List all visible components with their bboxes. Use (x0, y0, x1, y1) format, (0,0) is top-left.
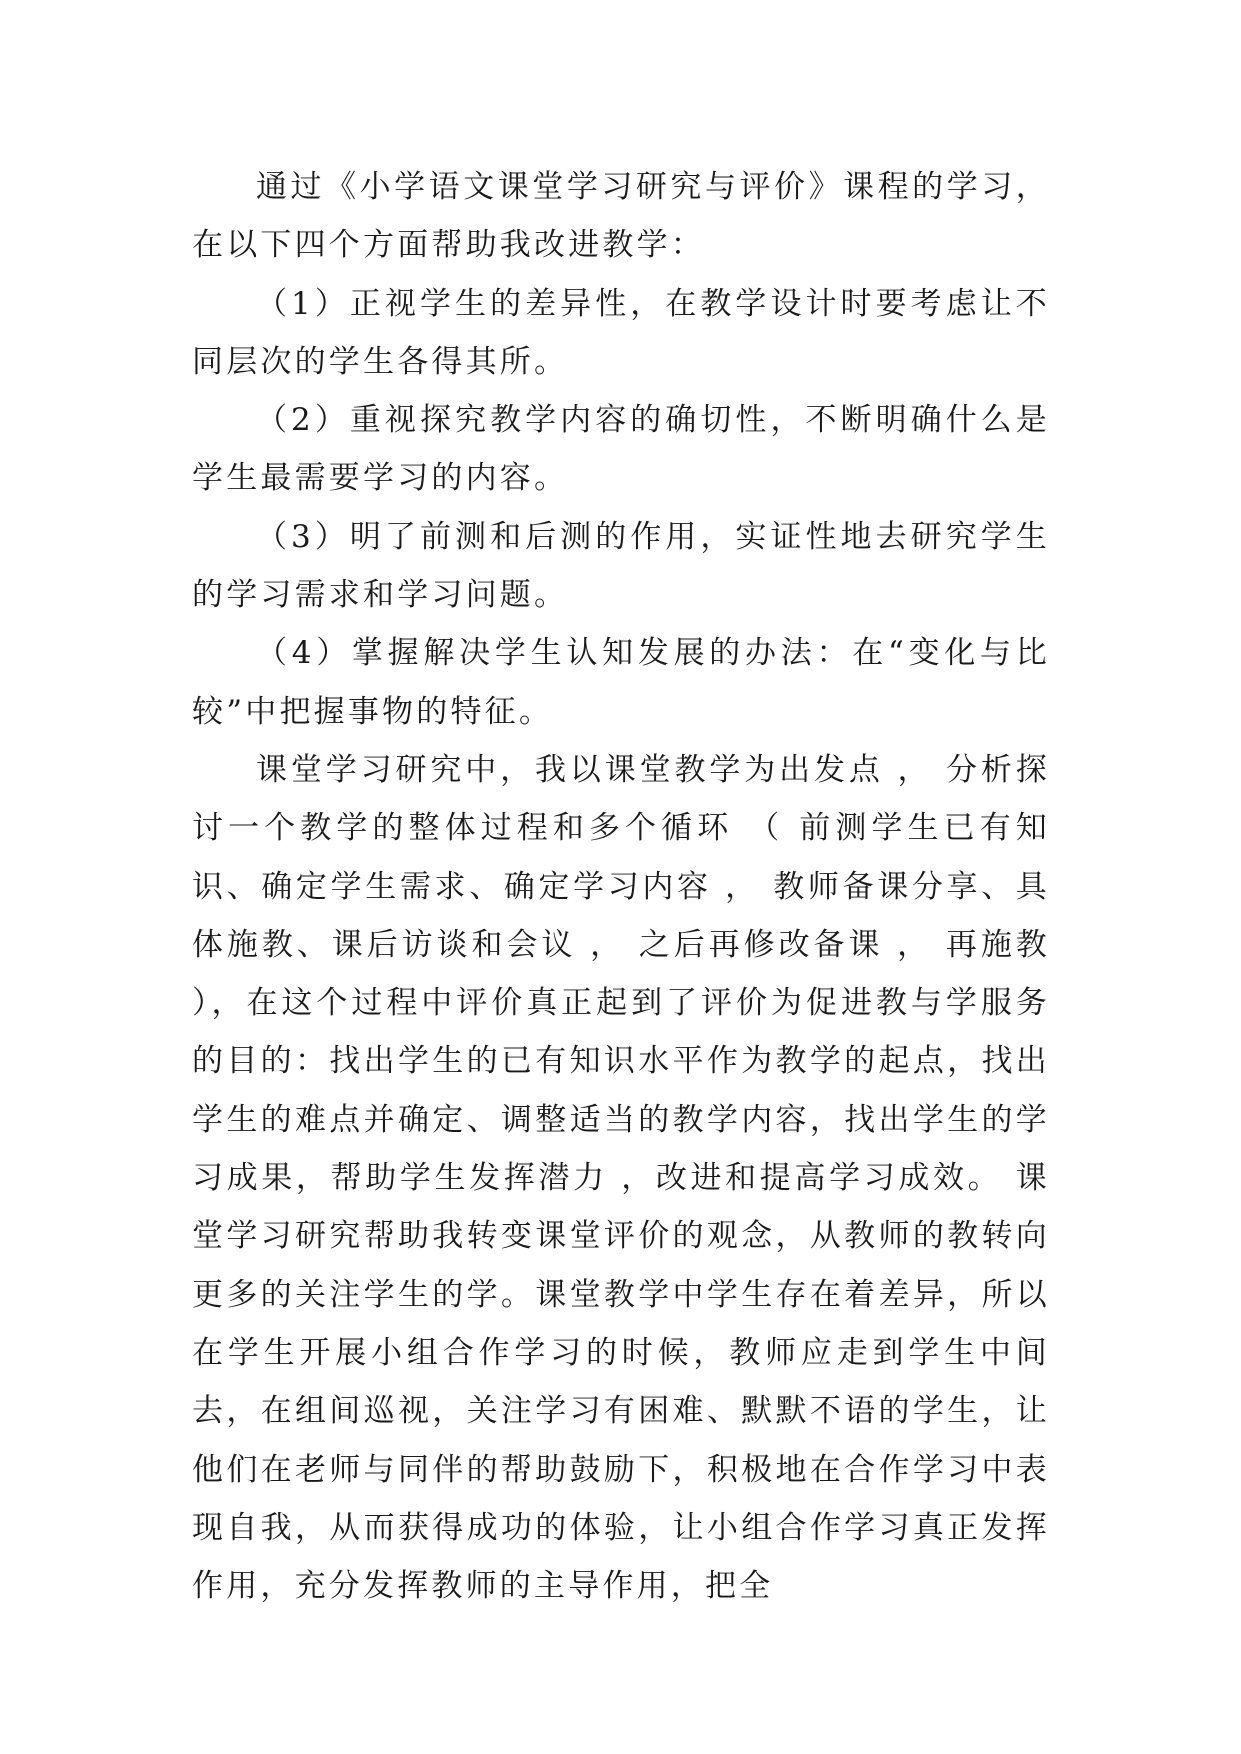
paragraph-point-4: （4）掌握解决学生认知发展的办法：在“变化与比较”中把握事物的特征。 (192, 635, 1050, 730)
paragraph-point-2: （2）重视探究教学内容的确切性，不断明确什么是学生最需要学习的内容。 (192, 402, 1050, 497)
paragraph-point-3: （3）明了前测和后测的作用，实证性地去研究学生的学习需求和学习问题。 (192, 518, 1050, 614)
paragraph-intro: 通过《小学语文课堂学习研究与评价》课程的学习，在以下四个方面帮助我改进教学： (192, 169, 1050, 264)
paragraph-research: 课堂学习研究中，我以课堂教学为出发点 ， 分析探讨一个教学的整体过程和多个循环 （ 前测学生已有知识、确定学生需求、确定学习内容 ， 教师备课分享、具体施教、课后访谈和会议 ， 之后再修改备课 ， 再施教 ），在这个过程中评价真正起到了评价为促进教与学服务的目的：找出学生的已有知识水平作为教学的起点，找出学生的难点并确定、调整适当的教学内容，找出学生的学习成果，帮助学生发挥潜力 ，改进和提高学习成效。 课堂学习研究帮助我转变课堂评价的观念，从教师的教转向更多的关注学生的学。课堂教学中学生存在着差异，所以在学生开展小组合作学习的时候，教师应走到学生中间去，在组间巡视，关注学习有困难、默默不语的学生，让他们在老师与同伴的帮助鼓励下，积极地在合作学习中表现自我，从而获得成功的体验，让小组合作学习真正发挥作用，充分发挥教师的主导作用，把全 (192, 751, 1050, 1605)
document-body (192, 158, 1050, 1615)
paragraph-point-1: （1）正视学生的差异性，在教学设计时要考虑让不同层次的学生各得其所。 (192, 285, 1050, 380)
